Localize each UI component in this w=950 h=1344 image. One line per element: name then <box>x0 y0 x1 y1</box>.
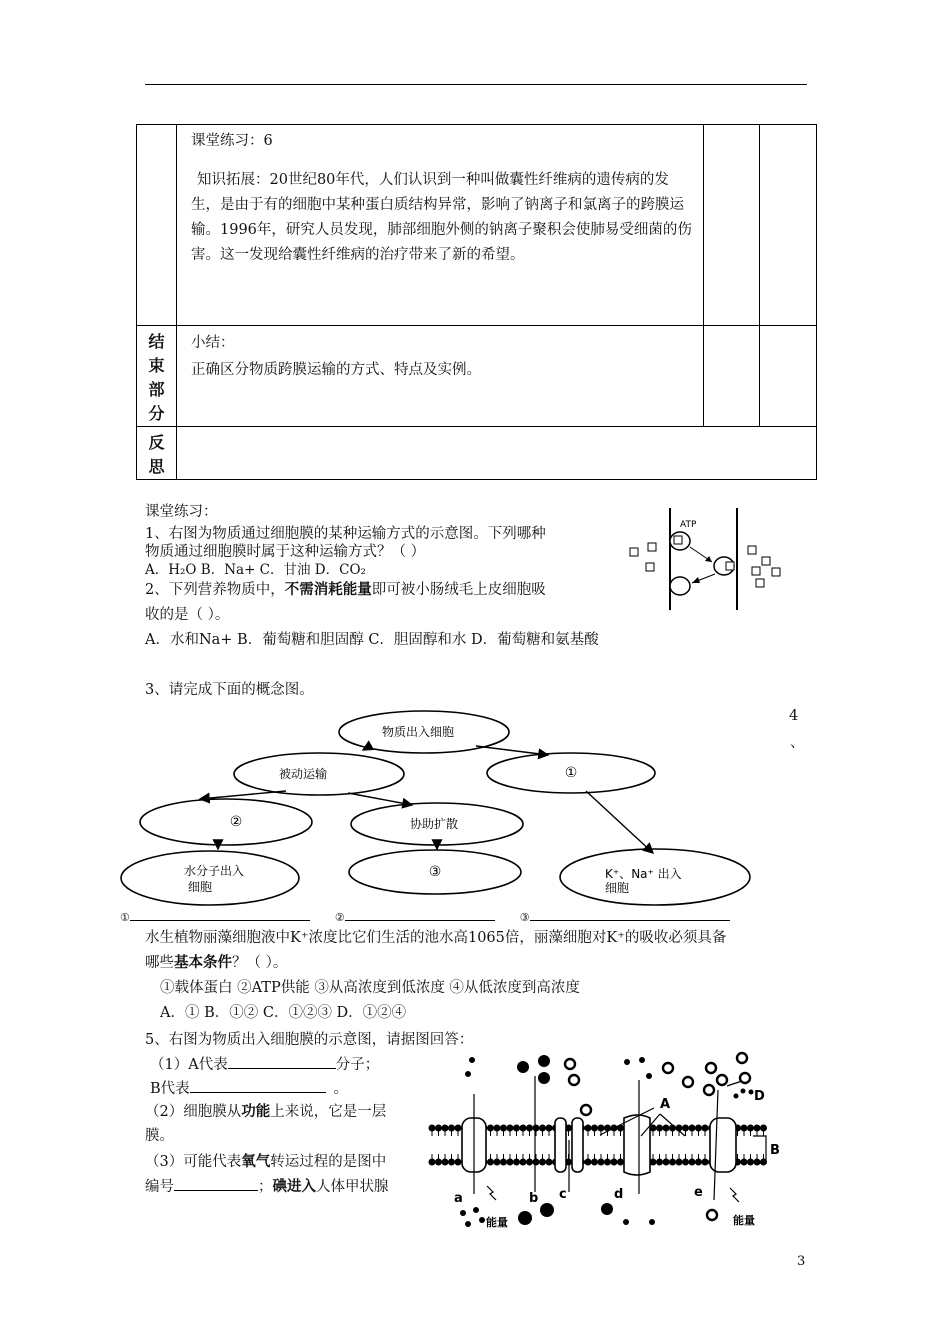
q4-conditions: ①载体蛋白 ②ATP供能 ③从高浓度到低浓度 ④从低浓度到高浓度 <box>160 980 580 996</box>
svg-text:b: b <box>529 1191 539 1206</box>
svg-text:水分子出入: 水分子出入 <box>183 864 245 878</box>
q4-options: A．① B．①② C．①②③ D．①②④ <box>160 1005 407 1021</box>
membrane-figure <box>428 1050 780 1240</box>
q5-part1b: B代表 。 <box>150 1078 348 1099</box>
q2-options: A．水和Na+ B．葡萄糖和胆固醇 C．胆固醇和水 D．葡萄糖和氨基酸 <box>145 632 599 648</box>
table-row <box>137 427 817 480</box>
svg-text:细胞: 细胞 <box>188 880 213 894</box>
q5-part3b: 编号 ；碘进入人体甲状腺 <box>145 1176 389 1197</box>
q2-line1: 2、下列营养物质中，不需消耗能量即可被小肠绒毛上皮细胞吸 <box>145 582 546 598</box>
summary-heading: 小结： <box>191 335 235 351</box>
empty-cell <box>760 326 817 427</box>
concept-map <box>118 705 778 920</box>
svg-text:B: B <box>770 1143 780 1158</box>
svg-text:细胞: 细胞 <box>605 881 630 895</box>
empty-cell <box>704 125 760 326</box>
reflection-cell <box>177 427 817 480</box>
svg-text:D: D <box>754 1089 765 1104</box>
svg-text:A: A <box>660 1097 671 1112</box>
q5-part2b: 膜。 <box>145 1128 174 1144</box>
header-rule <box>145 84 807 85</box>
svg-text:物质出入细胞: 物质出入细胞 <box>381 725 455 739</box>
svg-text:②: ② <box>229 814 243 830</box>
exercise-cell <box>177 125 704 326</box>
svg-text:①: ① <box>564 765 578 781</box>
q4-punct: 、 <box>790 735 805 751</box>
page-number: 3 <box>797 1254 806 1269</box>
q4-line1: 水生植物丽藻细胞液中K⁺浓度比它们生活的池水高1065倍，丽藻细胞对K⁺的吸收必须具备 <box>145 930 727 946</box>
q4-number: 4 <box>789 708 799 724</box>
svg-text:ATP: ATP <box>680 520 697 530</box>
q1-line1: 1、右图为物质通过细胞膜的某种运输方式的示意图。下列哪种 <box>145 526 546 542</box>
summary-cell <box>177 326 704 427</box>
svg-text:被动运输: 被动运输 <box>278 767 328 781</box>
svg-text:协助扩散: 协助扩散 <box>409 817 459 831</box>
section-label: 结 束 部 分 <box>137 326 177 427</box>
lesson-table <box>136 124 817 480</box>
table-row <box>137 125 817 326</box>
table-label-cell <box>137 125 177 326</box>
section-label: 反 思 <box>137 427 177 480</box>
q3-title: 3、请完成下面的概念图。 <box>145 682 314 698</box>
svg-text:e: e <box>694 1185 703 1200</box>
svg-text:K⁺、Na⁺ 出入: K⁺、Na⁺ 出入 <box>605 867 682 881</box>
svg-text:c: c <box>559 1187 567 1202</box>
table-row <box>137 326 817 427</box>
svg-text:能量: 能量 <box>486 1216 508 1229</box>
empty-cell <box>760 125 817 326</box>
summary-body: 正确区分物质跨膜运输的方式、特点及实例。 <box>191 362 481 378</box>
knowledge-paragraph: 知识拓展：20世纪80年代，人们认识到一种叫做囊性纤维病的遗传病的发生，是由于有的细胞中某种蛋白质结构异常，影响了钠离子和氯离子的跨膜运输。1996年，研究人员发现，肺部细胞外侧的钠离子聚积会使肺易受细菌的伤害。这一发现给囊性纤维病的治疗带来了新的希望。 <box>191 172 692 263</box>
concept-node-water <box>121 851 299 905</box>
empty-cell <box>704 326 760 427</box>
q5-part1: （1）A代表 分子； <box>150 1054 379 1075</box>
q5-part2: （2）细胞膜从功能上来说，它是一层 <box>145 1104 387 1120</box>
q1-line2: 物质通过细胞膜时属于这种运输方式？（ ） <box>145 544 426 560</box>
q3-blanks: ① ② ③ <box>120 906 730 928</box>
active-transport-figure <box>620 505 790 613</box>
svg-text:a: a <box>454 1191 463 1206</box>
svg-text:③: ③ <box>428 864 442 880</box>
svg-text:d: d <box>614 1187 624 1202</box>
q5-title: 5、右图为物质出入细胞膜的示意图，请据图回答： <box>145 1032 474 1048</box>
exercise-title: 课堂练习： <box>145 504 218 520</box>
q4-line2: 哪些基本条件？（ ）。 <box>145 955 288 971</box>
svg-text:能量: 能量 <box>733 1214 755 1227</box>
concept-node-2 <box>140 799 312 845</box>
q1-options: A．H₂O B．Na+ C．甘油 D．CO₂ <box>145 562 366 578</box>
q2-line2: 收的是（ ）。 <box>145 607 230 623</box>
q5-part3: （3）可能代表氧气转运过程的是图中 <box>145 1154 387 1170</box>
exercise-heading: 课堂练习：6 <box>191 133 273 149</box>
